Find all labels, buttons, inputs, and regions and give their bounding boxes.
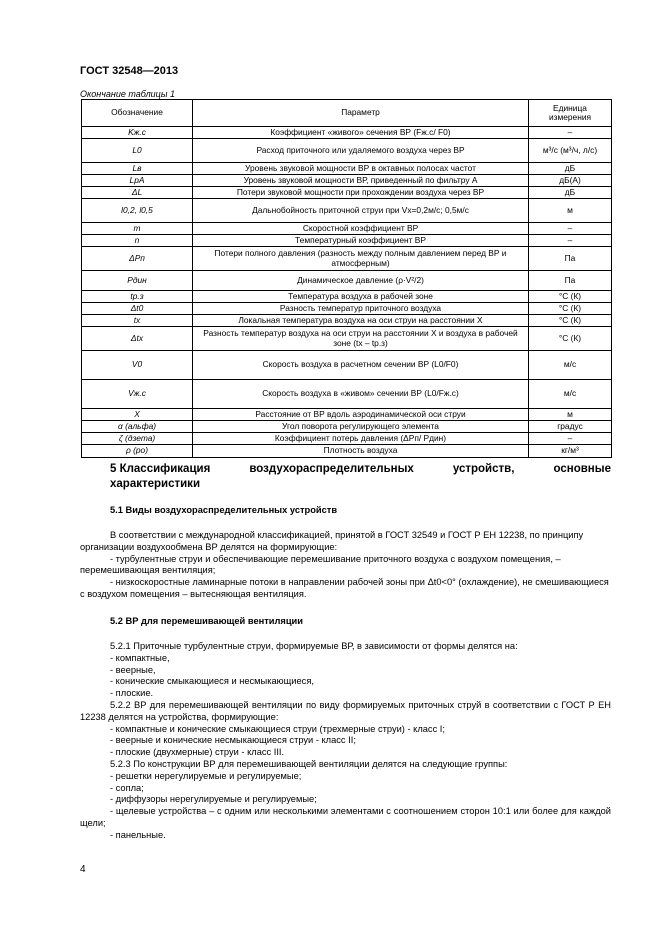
page-number: 4 <box>80 864 86 875</box>
table-row <box>82 271 612 291</box>
paragraph: - низкоскоростные ламинарные потоки в направлении рабочей зоны при Δt0<0° (охлаждение), не смешивающиеся с воздухом помещения – вытесняющая вентиляция. <box>80 577 609 599</box>
paragraph-line: - конические смыкающиеся и несмыкающиеся, <box>110 676 314 687</box>
table-row <box>82 315 612 327</box>
unit-cell: дБ(А) <box>529 175 612 187</box>
unit-cell: °С (К) <box>529 303 612 315</box>
symbol-cell: ρ (ро) <box>82 445 193 458</box>
table-row <box>82 351 612 380</box>
section-5-1-body <box>80 530 611 601</box>
parameter-cell: Плотность воздуха <box>193 445 529 458</box>
paragraph-line: - сопла; <box>110 782 144 793</box>
parameter-cell: Коэффициент «живого» сечения ВР (Fж.с/ F0) <box>193 127 529 139</box>
section-5-2-body <box>80 641 611 842</box>
table-caption: Окончание таблицы 1 <box>80 89 175 99</box>
unit-cell: дБ <box>529 187 612 199</box>
unit-cell: м/с <box>529 351 612 380</box>
unit-cell: м³/с (м³/ч, л/с) <box>529 139 612 163</box>
paragraph-line: - компактные и конические смыкающиеся струи (трехмерные струи) - класс I; <box>110 723 445 734</box>
paragraph-line: 5.2.3 По конструкции ВР для перемешивающей вентиляции делятся на следующие группы: <box>110 758 508 769</box>
heading-line-2: характеристики <box>110 478 201 490</box>
unit-cell: Па <box>529 271 612 291</box>
symbol-cell: n <box>82 235 193 247</box>
table-row <box>82 127 612 139</box>
parameter-cell: Коэффициент потерь давления (ΔPп/ Pдин) <box>193 433 529 445</box>
table-row <box>82 421 612 433</box>
paragraph-line: - панельные. <box>110 829 166 840</box>
symbol-cell: Kж.с <box>82 127 193 139</box>
paragraph-line: - веерные и конические несмыкающиеся струи - класс II; <box>110 735 356 746</box>
paragraph-line: - диффузоры нерегулируемые и регулируемые; <box>110 794 317 805</box>
symbol-cell: tх <box>82 315 193 327</box>
section-5-2-title: 5.2 ВР для перемешивающей вентиляции <box>110 616 303 626</box>
table-row <box>82 380 612 409</box>
paragraph-line: - веерные, <box>110 664 156 675</box>
symbol-cell: Δt0 <box>82 303 193 315</box>
unit-cell: °С (К) <box>529 327 612 351</box>
parameter-cell: Потери звуковой мощности при прохождении воздуха через ВР <box>193 187 529 199</box>
paragraph-line: - компактные, <box>110 652 170 663</box>
symbol-cell: α (альфа) <box>82 421 193 433</box>
parameter-cell: Уровень звуковой мощности ВР в октавных полосах частот <box>193 163 529 175</box>
symbol-cell: ΔPп <box>82 247 193 271</box>
heading-word: воздухораспределительных <box>249 463 414 475</box>
paragraph-line: - щелевые устройства – с одним или несколькими элементами с соотношением сторон 10:1 или более для каждой щели; <box>80 806 611 828</box>
parameter-cell: Угол поворота регулирующего элемента <box>193 421 529 433</box>
header-unit: Единица измерения <box>529 100 612 127</box>
table-row <box>82 445 612 458</box>
parameter-cell: Локальная температура воздуха на оси струи на расстоянии X <box>193 315 529 327</box>
parameter-cell: Динамическое давление (ρ·V²/2) <box>193 271 529 291</box>
symbol-cell: Δtх <box>82 327 193 351</box>
heading-word: основные <box>553 463 611 475</box>
unit-cell: Па <box>529 247 612 271</box>
table-row <box>82 199 612 223</box>
parameter-cell: Дальнобойность приточной струи при Vх=0,2м/с; 0,5м/с <box>193 199 529 223</box>
parameter-cell: Скорость воздуха в расчетном сечении ВР (L0/F0) <box>193 351 529 380</box>
table-row <box>82 291 612 303</box>
symbol-cell: l0,2, l0,5 <box>82 199 193 223</box>
table-row <box>82 327 612 351</box>
table-row <box>82 139 612 163</box>
heading-word: 5 Классификация <box>110 463 211 475</box>
table-row <box>82 247 612 271</box>
table-row <box>82 235 612 247</box>
paragraph-line: - плоские (двухмерные) струи - класс III. <box>110 747 285 758</box>
parameter-cell: Температурный коэффициент ВР <box>193 235 529 247</box>
unit-cell: м <box>529 199 612 223</box>
parameter-cell: Расход приточного или удаляемого воздуха через ВР <box>193 139 529 163</box>
symbol-cell: m <box>82 223 193 235</box>
symbol-cell: Pдин <box>82 271 193 291</box>
parameter-cell: Скорость воздуха в «живом» сечении ВР (L0/Fж.с) <box>193 380 529 409</box>
unit-cell: – <box>529 235 612 247</box>
symbol-cell: ΔL <box>82 187 193 199</box>
table-row <box>82 223 612 235</box>
paragraph-line: - плоские. <box>110 688 154 699</box>
table-row <box>82 175 612 187</box>
paragraph: В соответствии с международной классификацией, принятой в ГОСТ 32549 и ГОСТ Р ЕН 12238, по принципу организации воздухообмена ВР делятся на формирующие: <box>80 530 584 552</box>
section-5-heading <box>110 462 611 492</box>
unit-cell: м <box>529 409 612 421</box>
unit-cell: – <box>529 223 612 235</box>
symbol-cell: Vж.с <box>82 380 193 409</box>
parameter-cell: Температура воздуха в рабочей зоне <box>193 291 529 303</box>
unit-cell: – <box>529 433 612 445</box>
table-row <box>82 433 612 445</box>
symbol-cell: L0 <box>82 139 193 163</box>
paragraph: - турбулентные струи и обеспечивающие перемешивание приточного воздуха с воздухом помещения, – перемешивающая вентиляция; <box>80 553 561 576</box>
heading-word: устройств, <box>452 463 515 475</box>
symbol-cell: ζ (дзета) <box>82 433 193 445</box>
table-row <box>82 163 612 175</box>
parameter-cell: Скоростной коэффициент ВР <box>193 223 529 235</box>
paragraph-line: - решетки нерегулируемые и регулируемые; <box>110 770 302 781</box>
table-row <box>82 409 612 421</box>
table-header-row <box>82 100 612 127</box>
unit-cell: дБ <box>529 163 612 175</box>
unit-cell: °С (К) <box>529 291 612 303</box>
parameter-cell: Расстояние от ВР вдоль аэродинамической оси струи <box>193 409 529 421</box>
symbol-cell: X <box>82 409 193 421</box>
header-symbol: Обозначение <box>82 100 193 127</box>
table-row <box>82 303 612 315</box>
document-header: ГОСТ 32548—2013 <box>80 65 179 77</box>
symbol-cell: LрА <box>82 175 193 187</box>
parameter-cell: Разность температур воздуха на оси струи на расстоянии X и воздуха в рабочей зоне (tх – tр.з) <box>193 327 529 351</box>
unit-cell: градус <box>529 421 612 433</box>
unit-cell: кг/м³ <box>529 445 612 458</box>
paragraph-line: 5.2.2 ВР для перемешивающей вентиляции по виду формируемых приточных струй в соответствии с ГОСТ Р ЕН 12238 делятся на устройства, формирующие: <box>80 699 611 722</box>
symbol-cell: V0 <box>82 351 193 380</box>
parameter-cell: Разность температур приточного воздуха <box>193 303 529 315</box>
table-row <box>82 187 612 199</box>
parameter-cell: Потери полного давления (разность между полным давлением перед ВР и атмосферным) <box>193 247 529 271</box>
unit-cell: – <box>529 127 612 139</box>
parameter-cell: Уровень звуковой мощности ВР, приведенный по фильтру А <box>193 175 529 187</box>
symbol-cell: tр.з <box>82 291 193 303</box>
section-5-1-title: 5.1 Виды воздухораспределительных устройств <box>110 505 338 515</box>
header-parameter: Параметр <box>193 100 529 127</box>
unit-cell: °С (К) <box>529 315 612 327</box>
parameters-table <box>81 99 612 458</box>
symbol-cell: Lв <box>82 163 193 175</box>
unit-cell: м/с <box>529 380 612 409</box>
paragraph-line: 5.2.1 Приточные турбулентные струи, формируемые ВР, в зависимости от формы делятся на: <box>110 641 518 651</box>
